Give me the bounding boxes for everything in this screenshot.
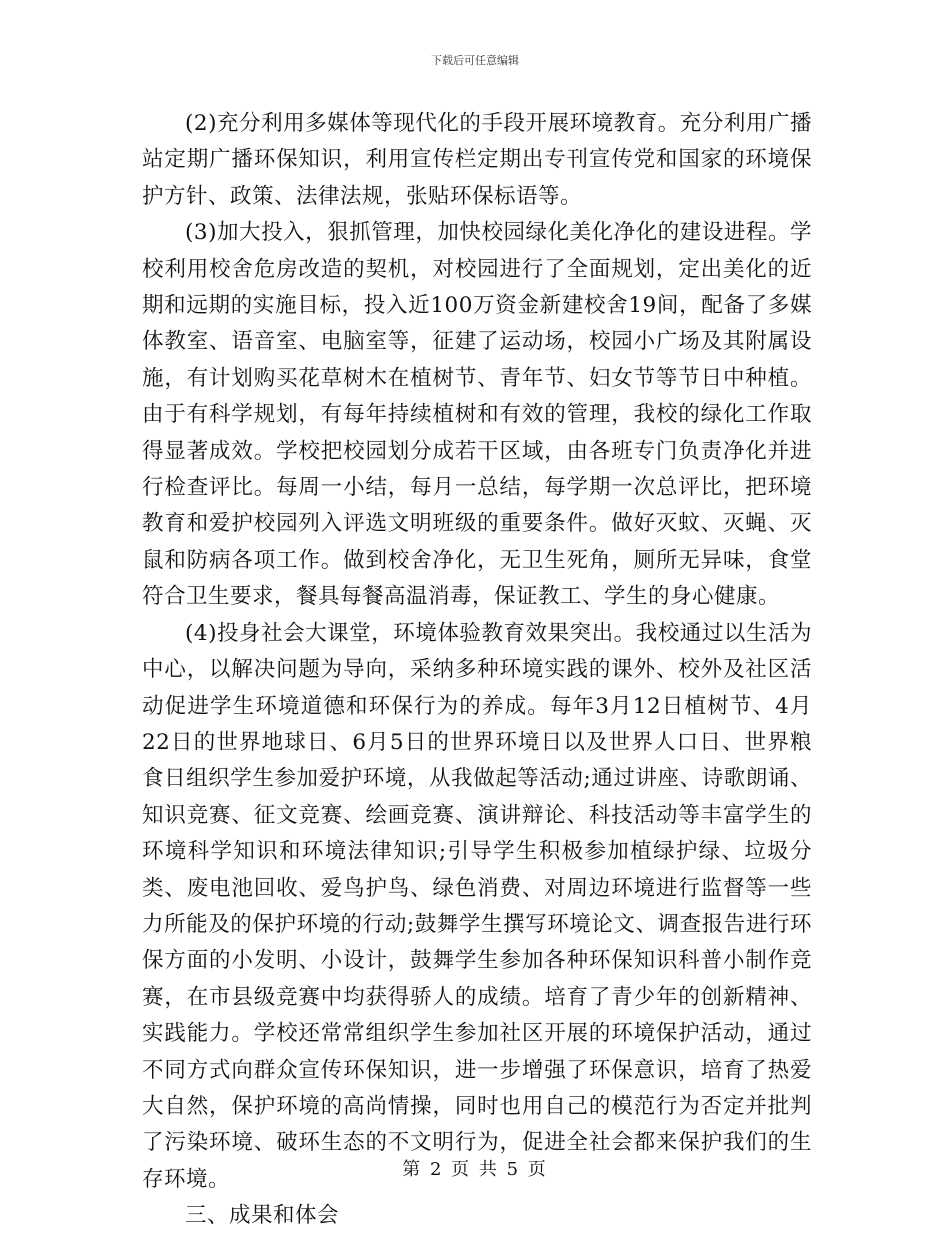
paragraph-campus-greening: (3)加大投入，狠抓管理，加快校园绿化美化净化的建设进程。学校利用校舍危房改造的契机，对校园进行了全面规划，定出美化的近期和远期的实施目标，投入近100万资金新建校舍19间，配备了多媒体教室、语音室、电脑室等，征建了运动场，校园小广场及其附属设施，有计划购买花草树木在植树节、青年节、妇女节等节日中种植。由于有科学规划，有每年持续植树和有效的管理，我校的绿化工作取得显著成效。学校把校园划分成若干区域，由各班专门负责净化并进行检查评比。每周一小结，每月一总结，每学期一次总评比，把环境教育和爱护校园列入评选文明班级的重要条件。做好灭蚊、灭蝇、灭鼠和防病各项工作。做到校舍净化，无卫生死角，厕所无异味，食堂符合卫生要求，餐具每餐高温消毒，保证教工、学生的身心健康。 [142, 220, 812, 610]
section-heading-results: 三、成果和体会 [185, 1203, 340, 1229]
page-number: 第 2 页 共 5 页 [402, 1159, 548, 1180]
paragraph-social-practice: (4)投身社会大课堂，环境体验教育效果突出。我校通过以生活为中心，以解决问题为导向，采纳多种环境实践的课外、校外及社区活动促进学生环境道德和环保行为的养成。每年3月12日植树节、4月22日的世界地球日、6月5日的世界环境日以及世界人口日、世界粮食日组织学生参加爱护环境，从我做起等活动;通过讲座、诗歌朗诵、知识竞赛、征文竞赛、绘画竞赛、演讲辩论、科技活动等丰富学生的环境科学知识和环境法律知识;引导学生积极参加植绿护绿、垃圾分类、废电池回收、爱鸟护鸟、绿色消费、对周边环境进行监督等一些力所能及的保护环境的行动;鼓舞学生撰写环境论文、调查报告进行环保方面的小发明、小设计，鼓舞学生参加各种环保知识科普小制作竞赛，在市县级竞赛中均获得骄人的成绩。培育了青少年的创新精神、实践能力。学校还常常组织学生参加社区开展的环境保护活动，通过不同方式向群众宣传环保知识，进一步增强了环保意识，培育了热爱大自然，保护环境的高尚情操，同时也用自己的模范行为否定并批判了污染环境、破环生态的不文明行为，促进全社会都来保护我们的生存环境。 [142, 620, 812, 1192]
document-body [142, 106, 812, 1235]
header-note: 下载后可任意编辑 [431, 54, 519, 67]
paragraph-multimedia-education: (2)充分利用多媒体等现代化的手段开展环境教育。充分利用广播站定期广播环保知识，利用宣传栏定期出专刊宣传党和国家的环境保护方针、政策、法律法规，张贴环保标语等。 [142, 111, 812, 209]
